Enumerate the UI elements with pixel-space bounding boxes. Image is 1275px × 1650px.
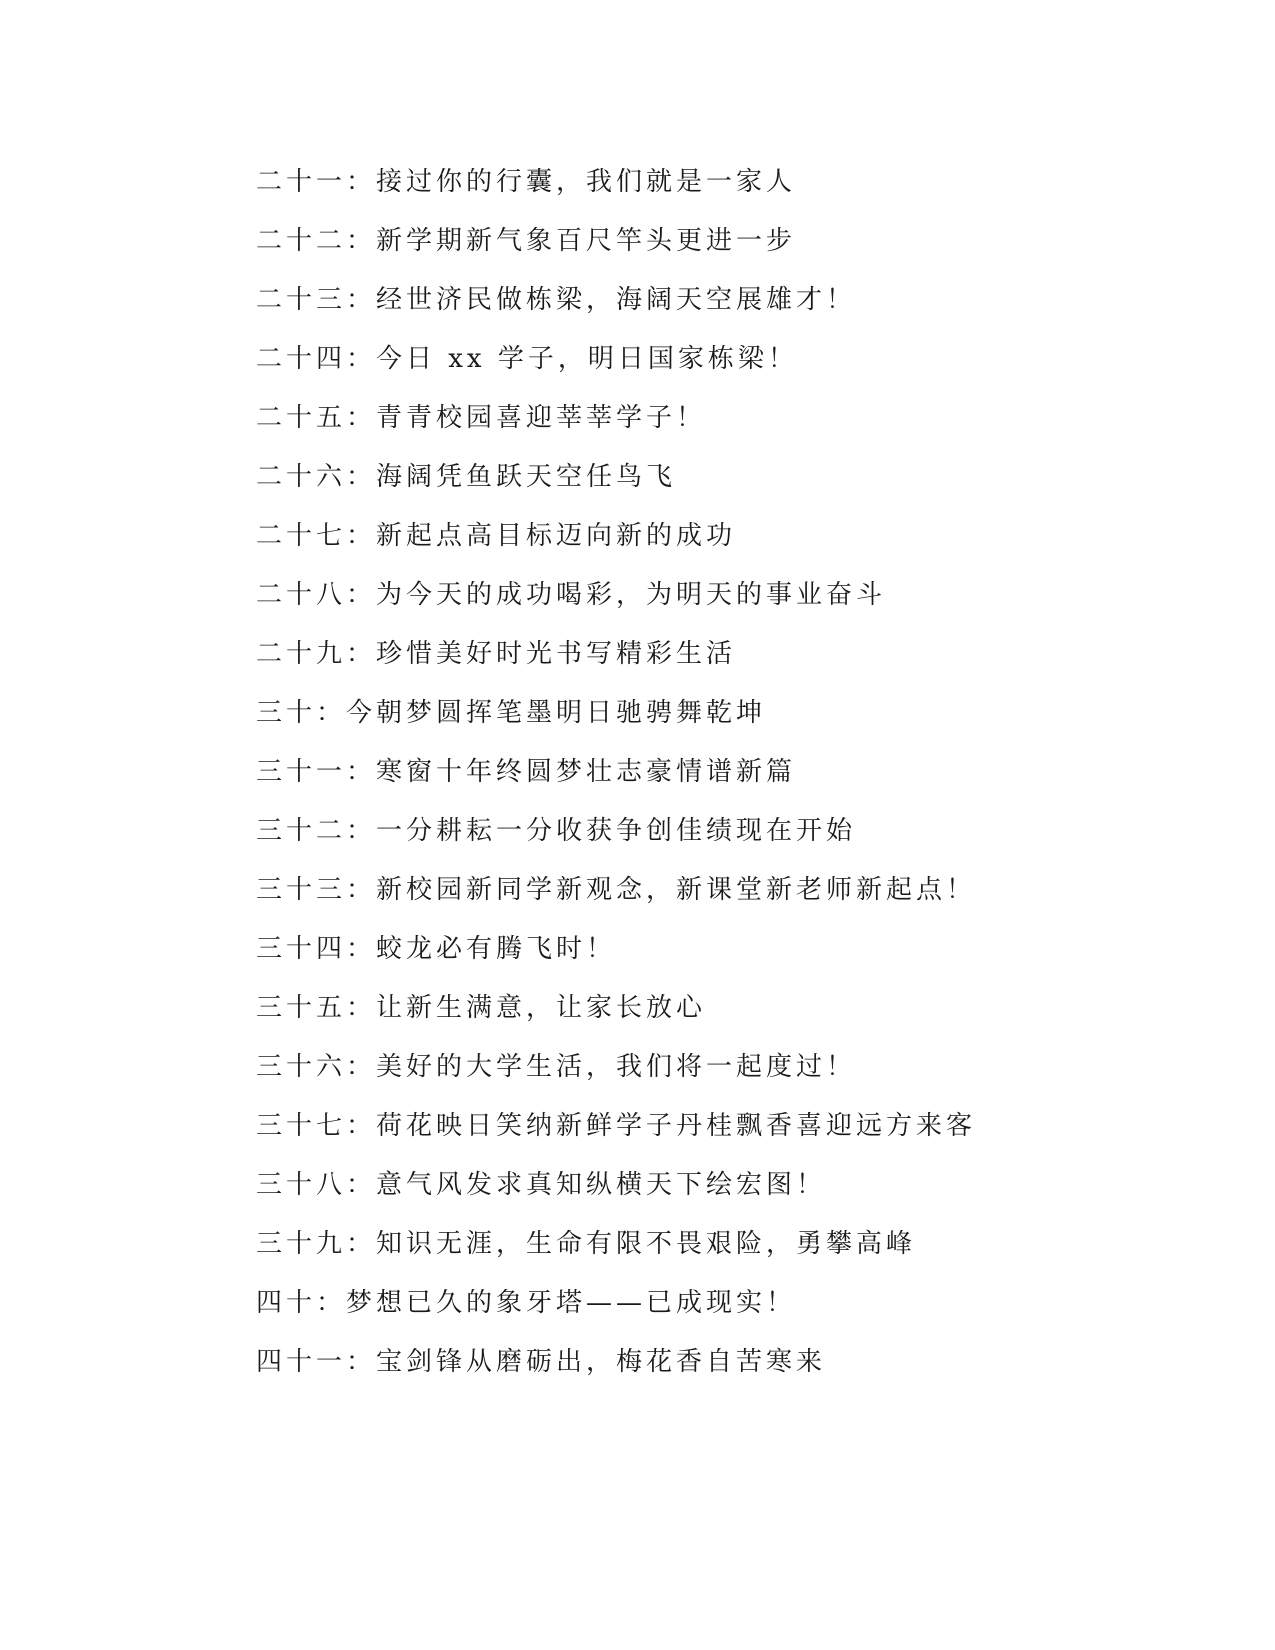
slogan-line: 二十八：为今天的成功喝彩，为明天的事业奋斗 [256,580,887,610]
slogan-line: 二十四：今日 xx 学子，明日国家栋梁！ [256,344,798,374]
slogan-line: 二十一：接过你的行囊，我们就是一家人 [256,167,797,197]
slogan-line: 二十五：青青校园喜迎莘莘学子！ [256,403,707,433]
slogan-line: 三十四：蛟龙必有腾飞时！ [256,934,617,964]
slogan-line: 二十二：新学期新气象百尺竿头更进一步 [256,226,797,256]
slogan-line: 三十五：让新生满意，让家长放心 [256,993,707,1023]
slogan-line: 三十二：一分耕耘一分收获争创佳绩现在开始 [256,816,857,846]
slogan-line: 三十一：寒窗十年终圆梦壮志豪情谱新篇 [256,757,797,787]
slogan-line: 三十：今朝梦圆挥笔墨明日驰骋舞乾坤 [256,698,767,728]
slogan-line: 三十九：知识无涯，生命有限不畏艰险，勇攀高峰 [256,1229,917,1259]
slogan-line: 三十三：新校园新同学新观念，新课堂新老师新起点！ [256,875,977,905]
slogan-line: 四十：梦想已久的象牙塔——已成现实！ [256,1288,797,1318]
slogan-line: 二十三：经世济民做栋梁，海阔天空展雄才！ [256,285,857,315]
slogan-line: 二十九：珍惜美好时光书写精彩生活 [256,639,737,669]
slogan-line: 三十八：意气风发求真知纵横天下绘宏图！ [256,1170,827,1200]
slogan-line: 三十六：美好的大学生活，我们将一起度过！ [256,1052,857,1082]
slogan-list [256,160,1156,1399]
slogan-line: 三十七：荷花映日笑纳新鲜学子丹桂飘香喜迎远方来客 [256,1111,977,1141]
slogan-line: 四十一：宝剑锋从磨砺出，梅花香自苦寒来 [256,1347,827,1377]
slogan-line: 二十六：海阔凭鱼跃天空任鸟飞 [256,462,677,492]
slogan-line: 二十七：新起点高目标迈向新的成功 [256,521,737,551]
